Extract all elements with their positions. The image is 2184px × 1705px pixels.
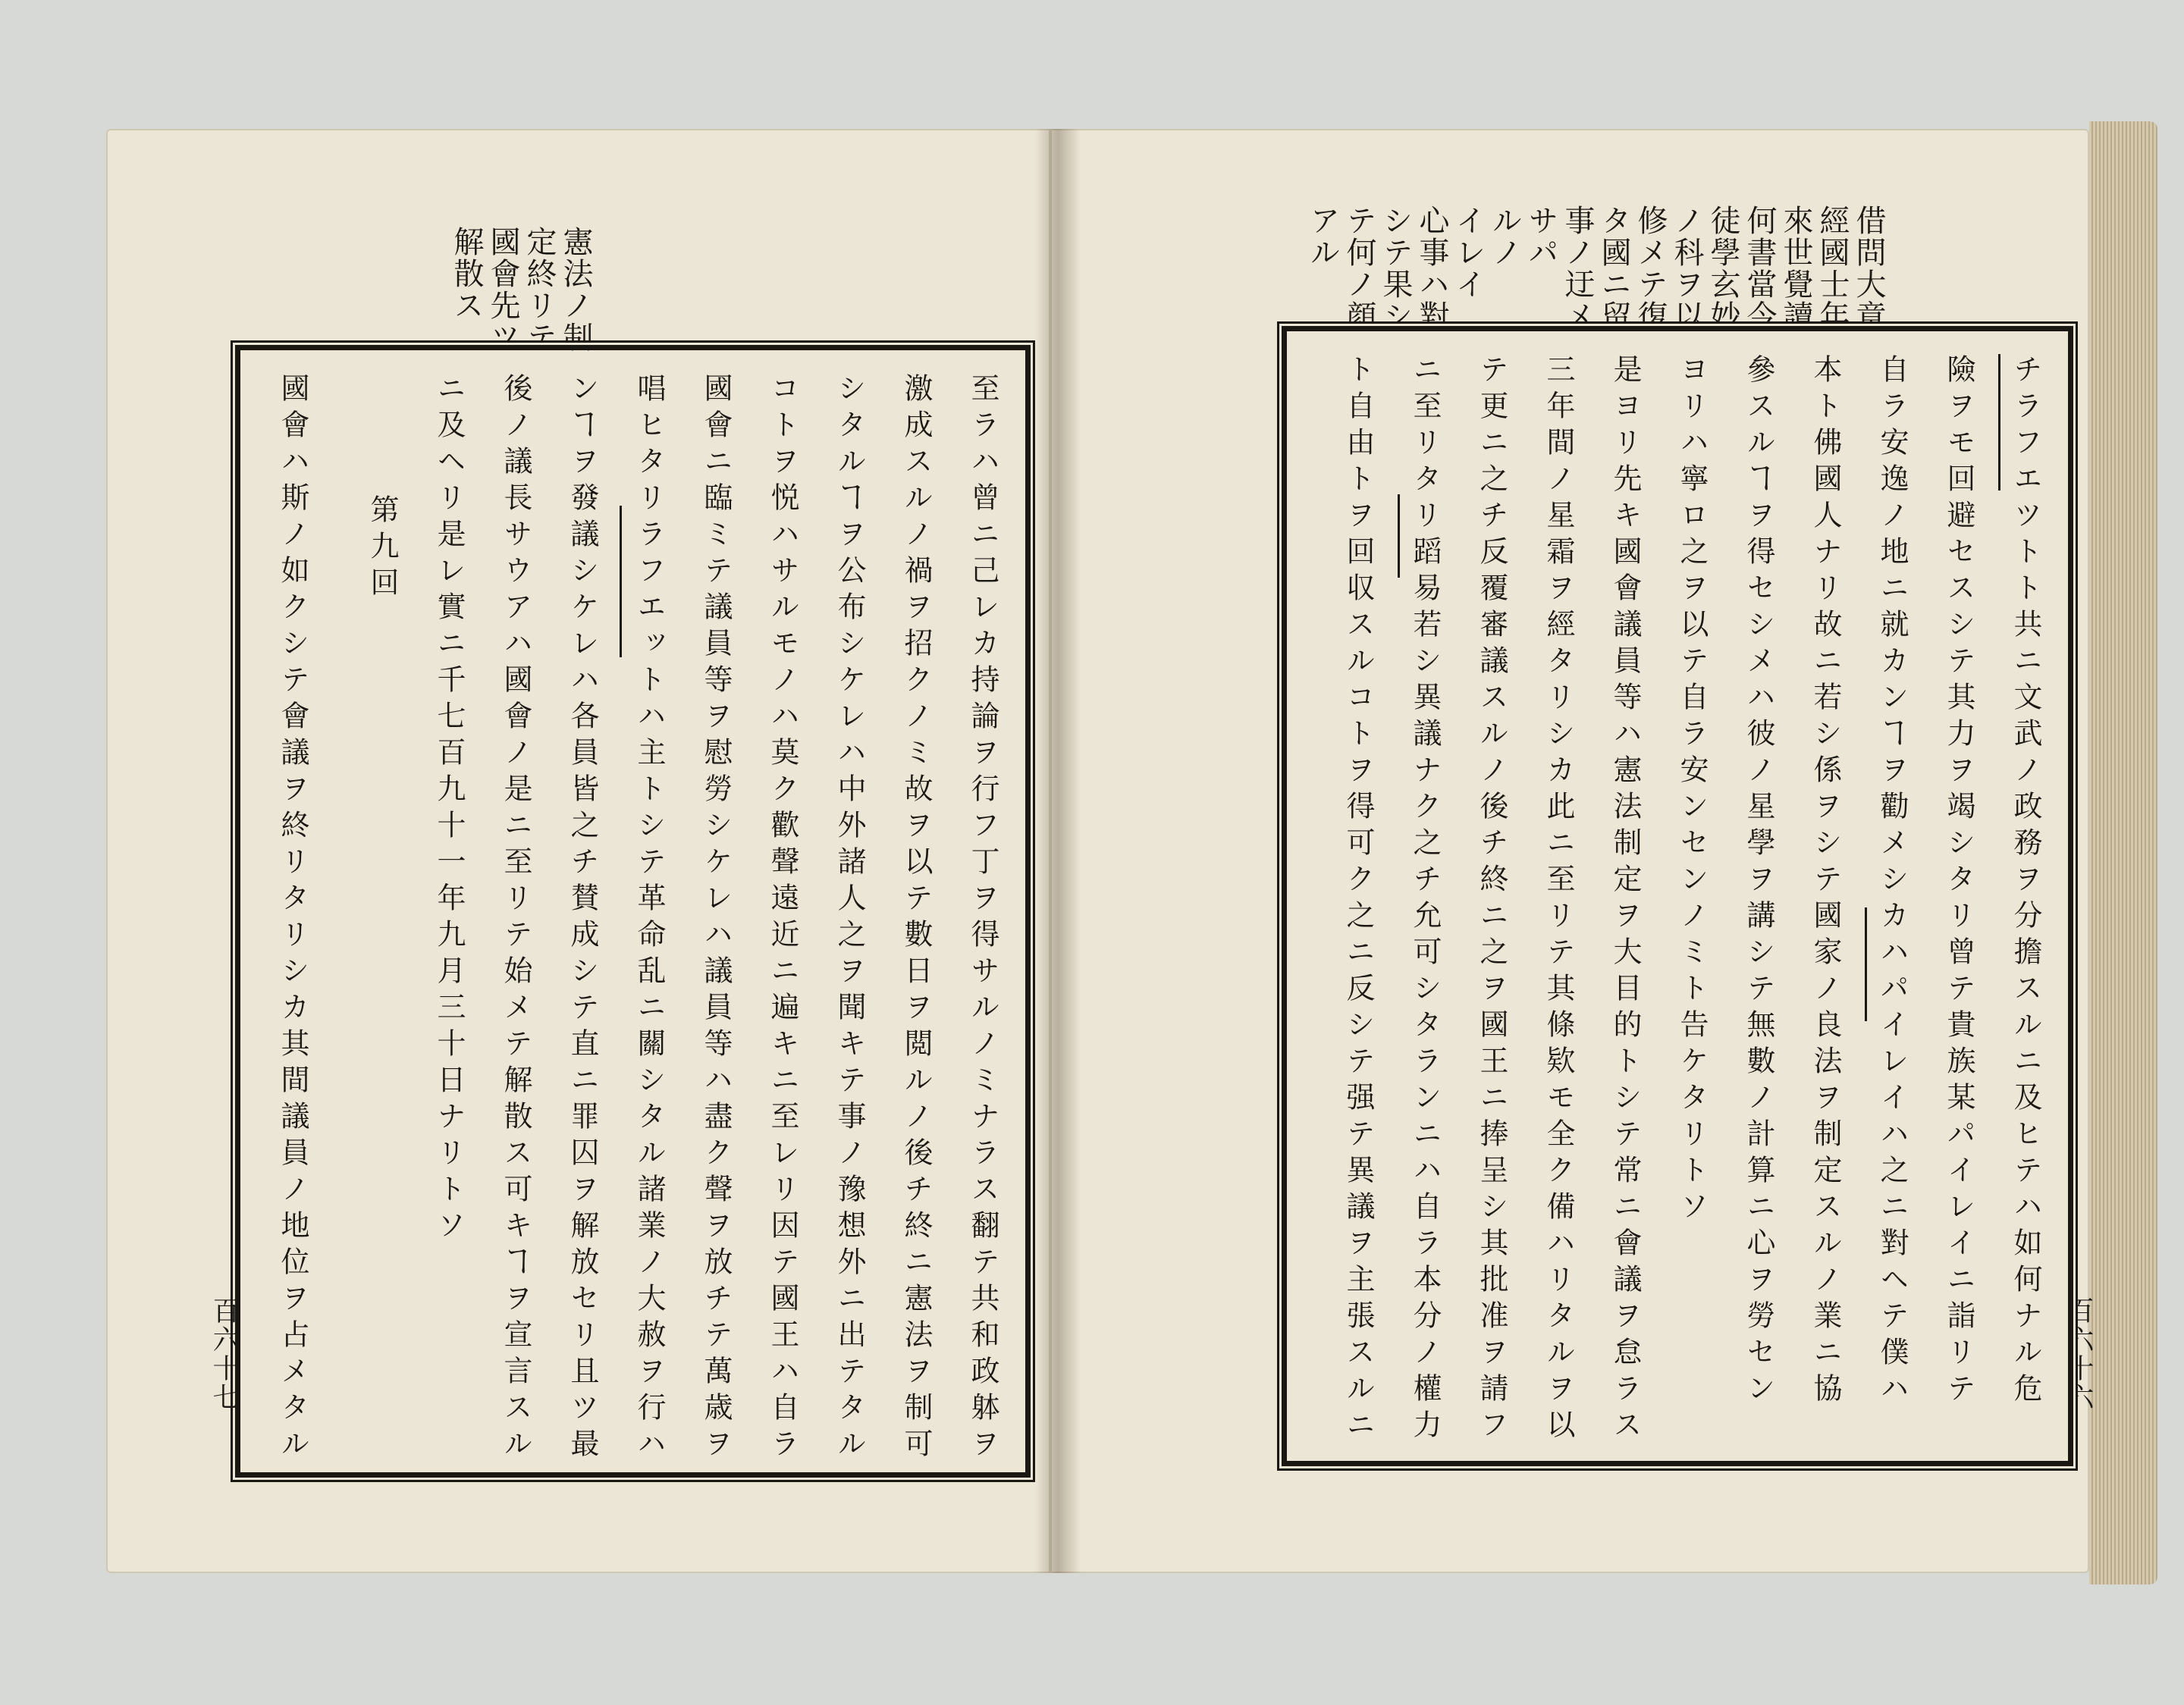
right-body-line: ニ至リタリ蹈易若シ異議ナク之チ允可シタランニハ自ラ本分ノ權力 bbox=[1408, 354, 1442, 1446]
right-body-line: テ更ニ之チ反覆審議スルノ後チ終ニ之ヲ國王ニ捧呈シ其批准ヲ請フ bbox=[1475, 354, 1508, 1446]
left-body-line: 國會ニ臨ミテ議員等ヲ慰勞シケレハ議員等ハ盡ク聲ヲ放チテ萬歳ヲ bbox=[699, 373, 733, 1465]
right-margin-heading-line: サパ bbox=[1523, 205, 1558, 268]
right-body-line: 三年間ノ星霜ヲ經タリシカ此ニ至リテ其條欵モ全ク備ハリタルヲ以 bbox=[1542, 354, 1575, 1446]
right-body-line: 參スルヿヲ得セシメハ彼ノ星學ヲ講シテ無數ノ計算ニ心ヲ勞セン bbox=[1742, 354, 1775, 1409]
page-edges bbox=[2089, 121, 2157, 1584]
left-body-line: コトヲ悦ハサルモノハ莫ク歡聲遠近ニ遍キニ至レリ因テ國王ハ自ラ bbox=[766, 373, 799, 1465]
left-margin-heading-line: 解散ス bbox=[449, 226, 484, 321]
right-body-line: ト自由トヲ回収スルコトヲ得可ク之ニ反シテ强テ異議ヲ主張スルニ bbox=[1341, 354, 1375, 1446]
left-body-line: ンヿヲ發議シケレハ各員皆之チ賛成シテ直ニ罪囚ヲ解放セリ且ツ最 bbox=[566, 373, 599, 1465]
right-margin-heading-line: ノ科ヲ以 bbox=[1669, 205, 1704, 332]
right-body-line: 險ヲモ回避セスシテ其力ヲ竭シタリ曾テ貴族某パイレイニ詣リテ bbox=[1942, 354, 1975, 1409]
left-page bbox=[106, 129, 1050, 1573]
left-body-line: 後ノ議長サウアハ國會ノ是ニ至リテ始メテ解散ス可キヿヲ宣言スル bbox=[499, 373, 532, 1465]
right-margin-heading-line: 徒學玄妙 bbox=[1705, 205, 1740, 332]
right-margin-heading-line: シテ果シ bbox=[1378, 205, 1413, 332]
left-body-line: ニ及ヘリ是レ實ニ千七百九十一年九月三十日ナリトソ bbox=[432, 373, 466, 1246]
right-margin-heading-line: 事ノ迂メ bbox=[1560, 205, 1595, 332]
proper-name-rule bbox=[1398, 494, 1400, 578]
left-margin-heading-line: 憲法ノ制 bbox=[558, 226, 593, 353]
right-body-line: チラフエツトト共ニ文武ノ政務ヲ分擔スルニ及ヒテハ如何ナル危 bbox=[2009, 354, 2042, 1409]
left-body-line: 國會ハ斯ノ如クシテ會議ヲ終リタリシカ其間議員ノ地位ヲ占メタル bbox=[276, 373, 309, 1465]
right-margin-heading-line: 經國士年 bbox=[1815, 205, 1850, 332]
left-body-line: シタルヿヲ公布シケレハ中外諸人之ヲ聞キテ事ノ豫想外ニ出テタル bbox=[833, 373, 866, 1465]
chapter-heading: 第九回 bbox=[366, 494, 399, 603]
right-margin-heading-line: ルノ bbox=[1487, 205, 1522, 268]
right-body-line: ヨリハ寧ロ之ヲ以テ自ラ安ンセンノミト告ケタリトソ bbox=[1675, 354, 1709, 1227]
page-number: 百六十六 bbox=[2063, 1296, 2094, 1412]
right-margin-heading-line: 借問大章 bbox=[1851, 205, 1886, 332]
right-text-frame bbox=[1282, 326, 2073, 1466]
right-body-line: 自ラ安逸ノ地ニ就カンヿヲ勸メシカハパイレイハ之ニ對ヘテ僕ハ bbox=[1875, 354, 1909, 1409]
book-gutter bbox=[1035, 129, 1081, 1573]
left-text-frame bbox=[235, 345, 1031, 1478]
right-body-line: 是ヨリ先キ國會議員等ハ憲法制定ヲ大目的トシテ常ニ會議ヲ怠ラス bbox=[1608, 354, 1642, 1446]
proper-name-rule bbox=[620, 506, 622, 657]
left-margin-heading-line: 國會先ツ bbox=[485, 226, 520, 353]
right-margin-heading-line: 修メテ復 bbox=[1633, 205, 1668, 332]
right-margin-heading-line: タ國ニ留 bbox=[1596, 205, 1631, 332]
left-body-line: 至ラハ曾ニ己レカ持論ヲ行フ丁ヲ得サルノミナラス翻テ共和政躰ヲ bbox=[966, 373, 999, 1465]
proper-name-rule bbox=[1998, 354, 2000, 491]
page-number: 百六十七 bbox=[209, 1296, 240, 1412]
open-book bbox=[106, 114, 2094, 1600]
left-body-line: 激成スルノ禍ヲ招クノミ故ヲ以テ數日ヲ閲ルノ後チ終ニ憲法ヲ制可 bbox=[899, 373, 933, 1465]
right-body-line: 本ト佛國人ナリ故ニ若シ係ヲシテ國家ノ良法ヲ制定スルノ業ニ協 bbox=[1809, 354, 1842, 1409]
left-margin-heading-line: 定終リテ bbox=[522, 226, 557, 353]
right-margin-heading-line: アル bbox=[1305, 205, 1340, 268]
left-body-line: 唱ヒタリラフエットハ主トシテ革命乱ニ關シタル諸業ノ大赦ヲ行ハ bbox=[632, 373, 666, 1465]
right-margin-heading-line: テ何ノ顔 bbox=[1341, 205, 1376, 332]
right-margin-heading-line: イレイ bbox=[1451, 205, 1486, 300]
proper-name-rule bbox=[1865, 907, 1867, 1021]
right-margin-heading-line: 來世覺讀 bbox=[1778, 205, 1813, 332]
right-margin-heading-line: 心事ハ對 bbox=[1414, 205, 1449, 332]
right-margin-heading-line: 何書當今 bbox=[1742, 205, 1777, 332]
